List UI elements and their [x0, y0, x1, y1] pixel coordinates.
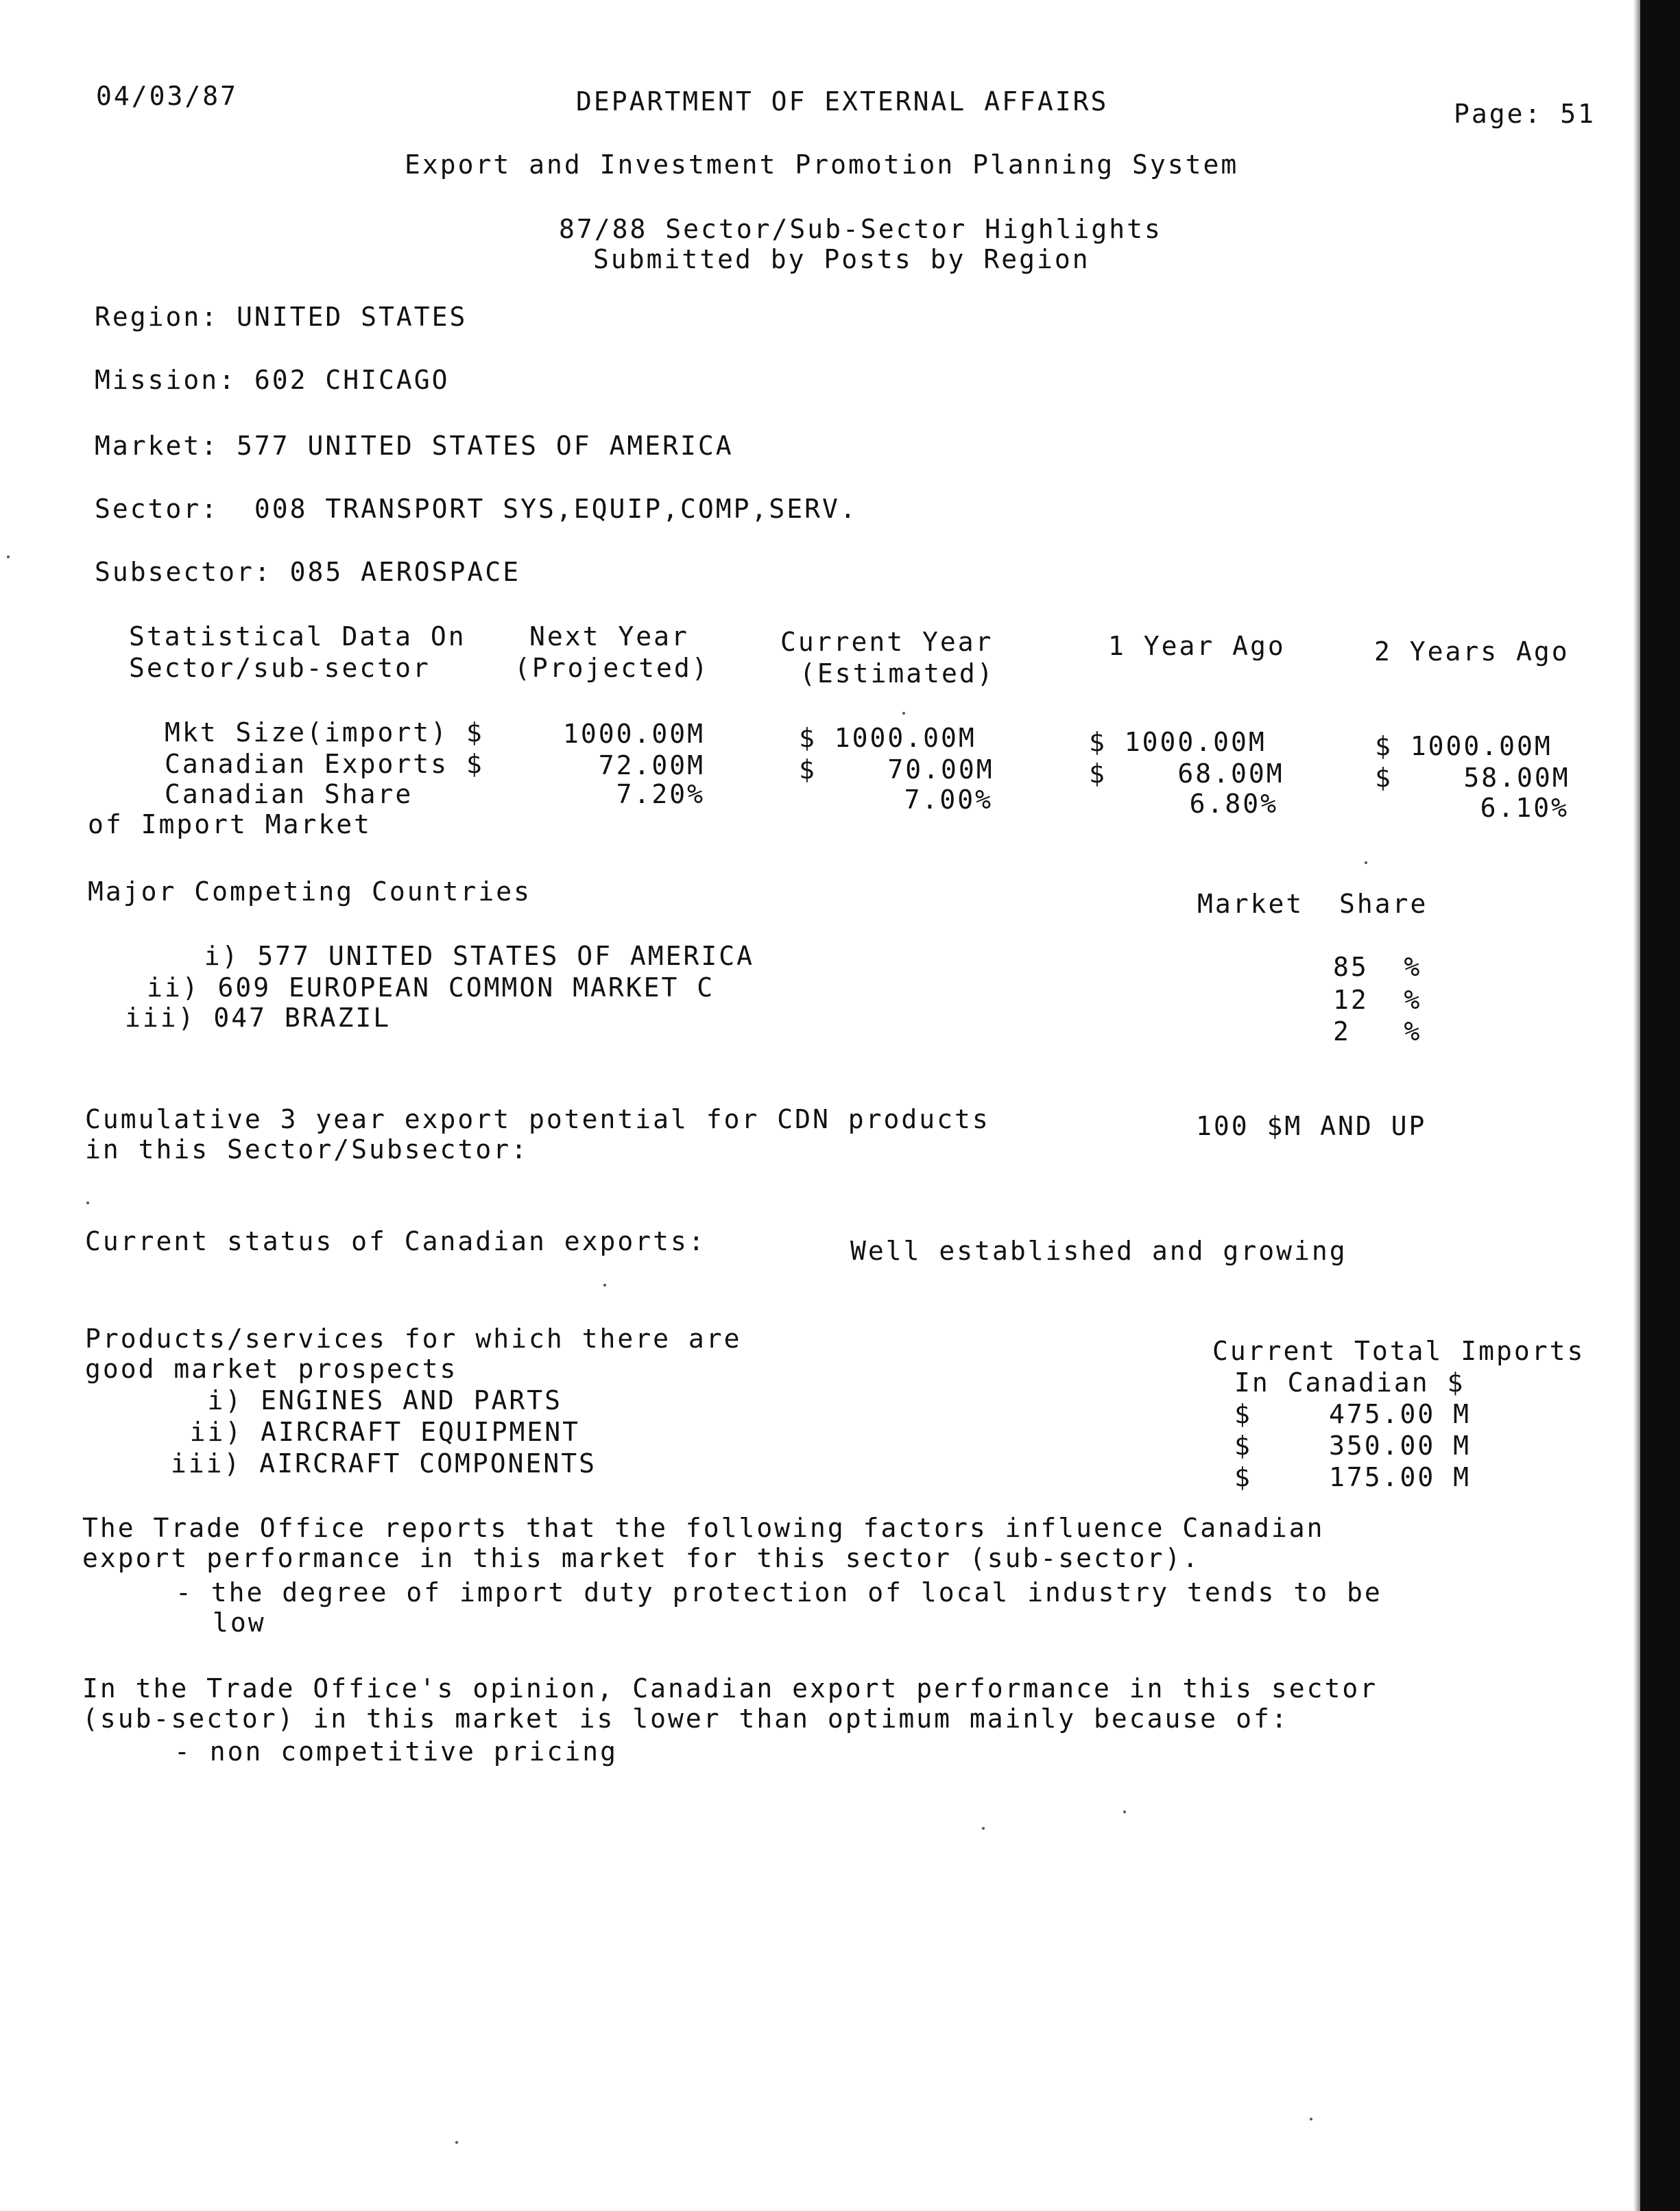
page-edge-shadow [1633, 0, 1640, 2211]
scan-speck [1310, 2118, 1312, 2120]
scan-speck [86, 1202, 89, 1204]
prospect-currency: $ [1234, 1399, 1252, 1429]
competitor-share: 85 % [1333, 952, 1422, 982]
stats-row-label: Canadian Exports $ [165, 749, 484, 779]
report-subtitle: Submitted by Posts by Region [593, 244, 1090, 274]
subsector-field: Subsector: 085 AEROSPACE [95, 557, 521, 587]
stats-row-two-years: 6.10% [1480, 793, 1569, 823]
stats-row-next: 1000.00M [562, 719, 705, 749]
status-label: Current status of Canadian exports: [85, 1226, 706, 1256]
scan-speck [1365, 861, 1367, 864]
prospect-value: 175.00 M [1329, 1462, 1472, 1492]
stats-row-label: Mkt Size(import) $ [165, 717, 484, 748]
imports-heading-line1: Current Total Imports [1212, 1336, 1585, 1366]
col-two-years-ago: 2 Years Ago [1374, 636, 1570, 667]
opinion-bullet: - non competitive pricing [174, 1736, 618, 1767]
stats-share-label-cont: of Import Market [88, 809, 372, 839]
prospects-line2: good market prospects [85, 1354, 458, 1384]
potential-line1: Cumulative 3 year export potential for CDN products [85, 1104, 990, 1134]
report-date: 04/03/87 [96, 81, 239, 111]
department-name: DEPARTMENT OF EXTERNAL AFFAIRS [576, 86, 1109, 117]
stats-row-label: Canadian Share [165, 779, 413, 809]
market-share-heading: Market Share [1197, 889, 1428, 919]
status-value: Well established and growing [850, 1236, 1347, 1266]
stats-row-one-year: $ 1000.00M [1089, 727, 1267, 757]
scan-speck [455, 2141, 458, 2144]
col-current-year: Current Year [780, 627, 994, 657]
competitors-heading: Major Competing Countries [88, 876, 531, 907]
stats-row-one-year: $ 68.00M [1089, 758, 1284, 789]
prospect-item: i) ENGINES AND PARTS [207, 1385, 562, 1415]
stats-row-two-years: $ 1000.00M [1375, 731, 1552, 761]
prospects-line1: Products/services for which there are [85, 1324, 742, 1354]
prospect-currency: $ [1234, 1431, 1252, 1461]
factors-line2: export performance in this market for this sector (sub-sector). [82, 1543, 1201, 1573]
stats-row-current: $ 70.00M [799, 754, 994, 785]
scan-speck [603, 1284, 606, 1287]
stats-label-line1: Statistical Data On [129, 621, 466, 652]
stats-row-two-years: $ 58.00M [1375, 763, 1570, 793]
col-current-year-estimated: (Estimated) [800, 658, 995, 689]
competitor-item: iii) 047 BRAZIL [125, 1003, 392, 1033]
factors-bullet: - the degree of import duty protection of local industry tends to be [176, 1577, 1382, 1608]
potential-line2: in this Sector/Subsector: [85, 1134, 529, 1164]
region-field: Region: UNITED STATES [95, 302, 468, 332]
report-title: 87/88 Sector/Sub-Sector Highlights [559, 214, 1162, 244]
scan-speck [7, 555, 10, 558]
scan-speck [902, 712, 905, 715]
stats-row-next: 7.20% [616, 779, 705, 809]
stats-label-line2: Sector/sub-sector [129, 653, 431, 683]
page-number: Page: 51 [1454, 99, 1596, 129]
factors-line1: The Trade Office reports that the following factors influence Canadian [82, 1513, 1325, 1543]
opinion-line2: (sub-sector) in this market is lower than optimum mainly because of: [82, 1704, 1289, 1734]
prospect-currency: $ [1234, 1462, 1252, 1492]
scan-speck [1123, 1810, 1126, 1813]
col-one-year-ago: 1 Year Ago [1108, 631, 1286, 661]
col-next-year-projected: (Projected) [514, 653, 710, 683]
opinion-line1: In the Trade Office's opinion, Canadian export performance in this sector [82, 1673, 1378, 1704]
competitor-share: 12 % [1333, 985, 1422, 1015]
page-edge-border [1640, 0, 1680, 2211]
mission-field: Mission: 602 CHICAGO [95, 365, 450, 395]
stats-row-current: $ 1000.00M [799, 723, 976, 753]
prospect-value: 475.00 M [1329, 1399, 1472, 1429]
prospect-item: ii) AIRCRAFT EQUIPMENT [189, 1417, 580, 1447]
system-title: Export and Investment Promotion Planning System [405, 150, 1239, 180]
col-next-year: Next Year [529, 621, 689, 652]
prospect-item: iii) AIRCRAFT COMPONENTS [170, 1448, 597, 1479]
market-field: Market: 577 UNITED STATES OF AMERICA [95, 431, 734, 461]
competitor-share: 2 % [1333, 1016, 1422, 1047]
scan-speck [982, 1827, 985, 1830]
prospect-value: 350.00 M [1329, 1431, 1472, 1461]
competitor-item: i) 577 UNITED STATES OF AMERICA [204, 941, 754, 971]
stats-row-next: 72.00M [598, 750, 705, 780]
stats-row-current: 7.00% [904, 785, 993, 815]
factors-bullet-continuation: low [213, 1608, 266, 1638]
competitor-item: ii) 609 EUROPEAN COMMON MARKET C [147, 972, 715, 1003]
imports-heading-line2: In Canadian $ [1234, 1367, 1465, 1398]
stats-row-one-year: 6.80% [1189, 789, 1278, 819]
potential-value: 100 $M AND UP [1196, 1111, 1427, 1141]
sector-field: Sector: 008 TRANSPORT SYS,EQUIP,COMP,SERV. [95, 494, 858, 524]
